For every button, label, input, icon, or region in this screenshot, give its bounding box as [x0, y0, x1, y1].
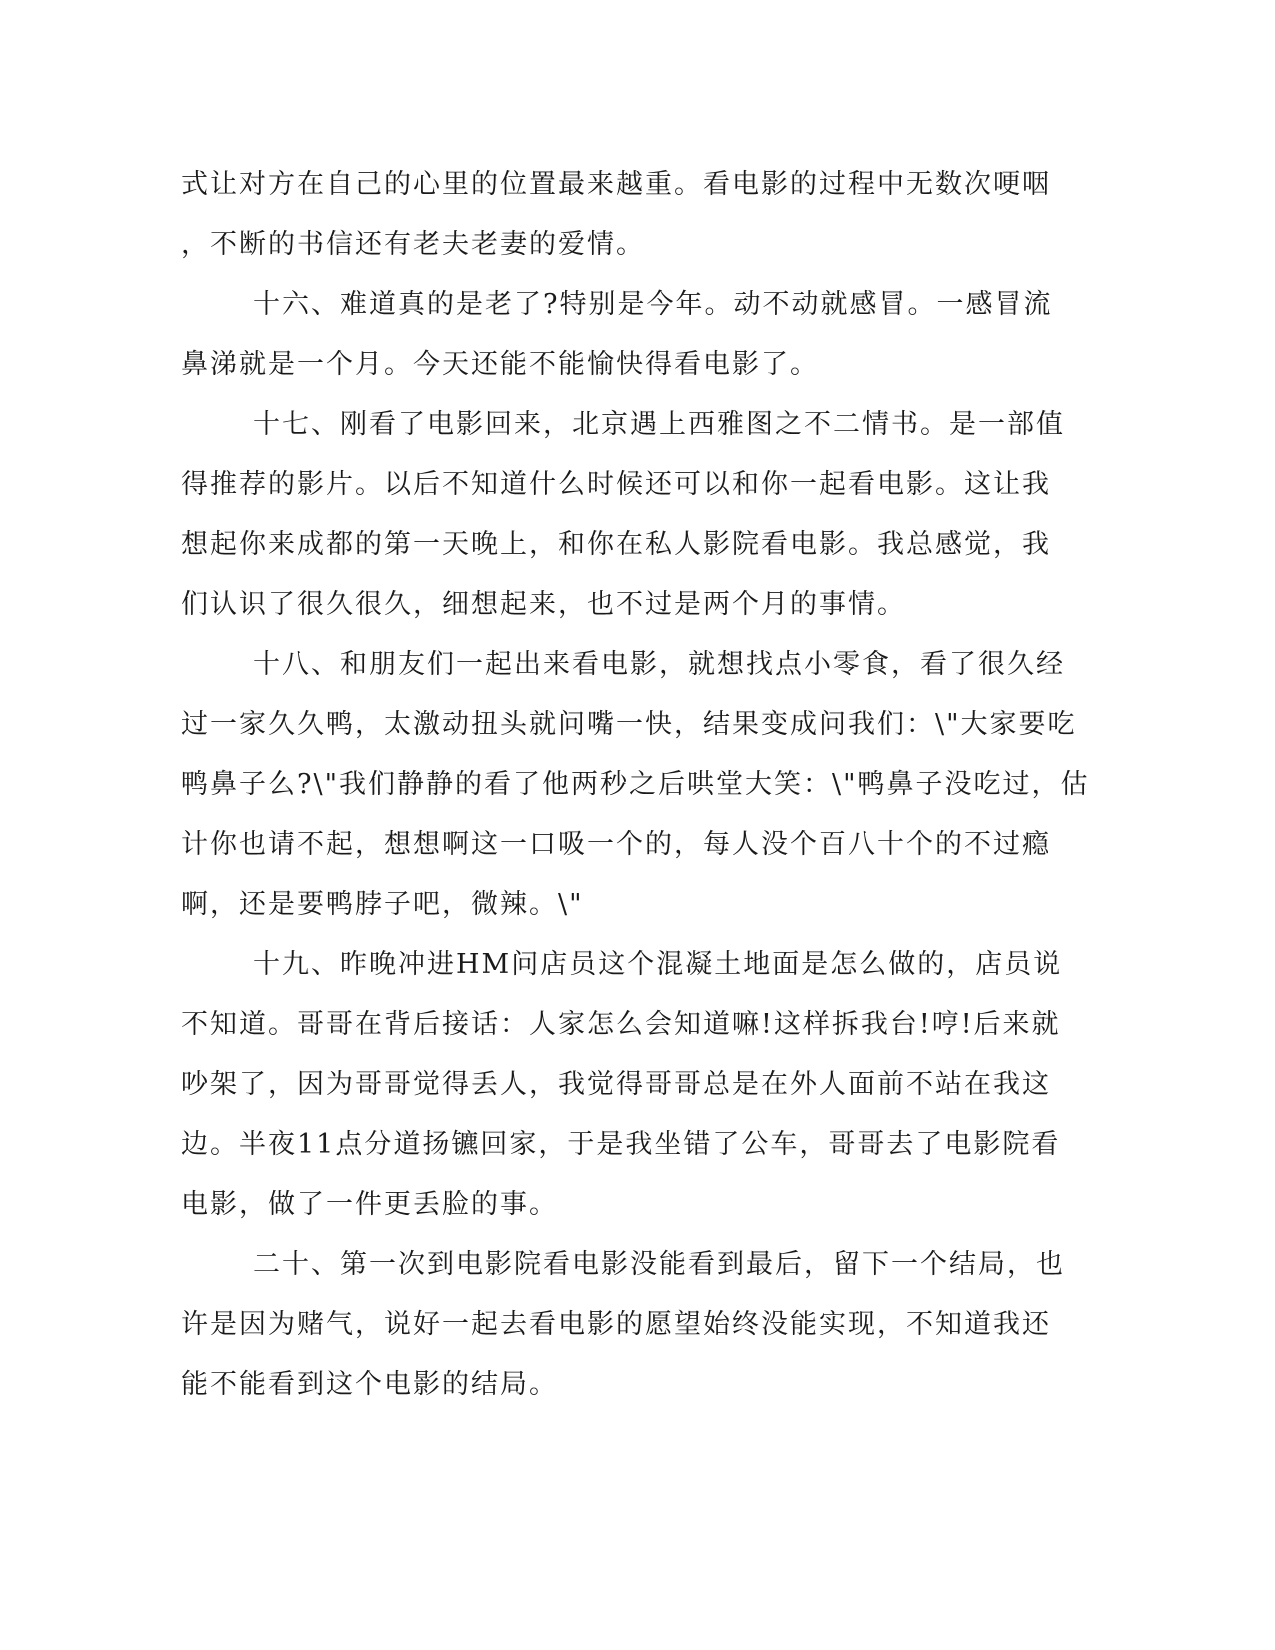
text-line: 不知道。哥哥在背后接话：人家怎么会知道嘛!这样拆我台!哼!后来就 — [181, 1009, 1061, 1040]
document-body — [181, 155, 1090, 1415]
text-line: 边。半夜11点分道扬镳回家，于是我坐错了公车，哥哥去了电影院看 — [181, 1129, 1061, 1160]
text-line: 鼻涕就是一个月。今天还能不能愉快得看电影了。 — [181, 349, 819, 380]
text-line: 十八、和朋友们一起出来看电影，就想找点小零食，看了很久经 — [253, 649, 1065, 680]
paragraph-18 — [181, 635, 1090, 935]
paragraph-19 — [181, 935, 1061, 1235]
text-line: 许是因为赌气，说好一起去看电影的愿望始终没能实现，不知道我还 — [181, 1309, 1051, 1340]
paragraph-20 — [181, 1235, 1065, 1415]
text-line: 十九、昨晚冲进HM问店员这个混凝土地面是怎么做的，店员说 — [253, 949, 1063, 980]
text-line: 二十、第一次到电影院看电影没能看到最后，留下一个结局，也 — [253, 1249, 1065, 1280]
text-line: 计你也请不起，想想啊这一口吸一个的，每人没个百八十个的不过瘾 — [181, 829, 1051, 860]
text-line: 过一家久久鸭，太激动扭头就问嘴一快，结果变成问我们：\"大家要吃 — [181, 709, 1077, 740]
text-line: 式让对方在自己的心里的位置最来越重。看电影的过程中无数次哽咽 — [181, 169, 1051, 200]
text-line: 十六、难道真的是老了?特别是今年。动不动就感冒。一感冒流 — [253, 289, 1053, 320]
text-line: 啊，还是要鸭脖子吧，微辣。\" — [181, 889, 584, 920]
text-line: 吵架了，因为哥哥觉得丢人，我觉得哥哥总是在外人面前不站在我这 — [181, 1069, 1051, 1100]
text-line: 鸭鼻子么?\"我们静静的看了他两秒之后哄堂大笑：\"鸭鼻子没吃过，估 — [181, 769, 1090, 800]
text-line: 想起你来成都的第一天晚上，和你在私人影院看电影。我总感觉，我 — [181, 529, 1051, 560]
text-line: 们认识了很久很久，细想起来，也不过是两个月的事情。 — [181, 589, 906, 620]
text-line: 得推荐的影片。以后不知道什么时候还可以和你一起看电影。这让我 — [181, 469, 1051, 500]
text-line: 十七、刚看了电影回来，北京遇上西雅图之不二情书。是一部值 — [253, 409, 1065, 440]
paragraph-17 — [181, 395, 1065, 635]
text-line: ，不断的书信还有老夫老妻的爱情。 — [181, 229, 645, 260]
text-line: 能不能看到这个电影的结局。 — [181, 1369, 558, 1400]
paragraph-1 — [181, 155, 1061, 275]
text-line: 电影，做了一件更丢脸的事。 — [181, 1189, 558, 1220]
paragraph-16 — [181, 275, 1061, 395]
